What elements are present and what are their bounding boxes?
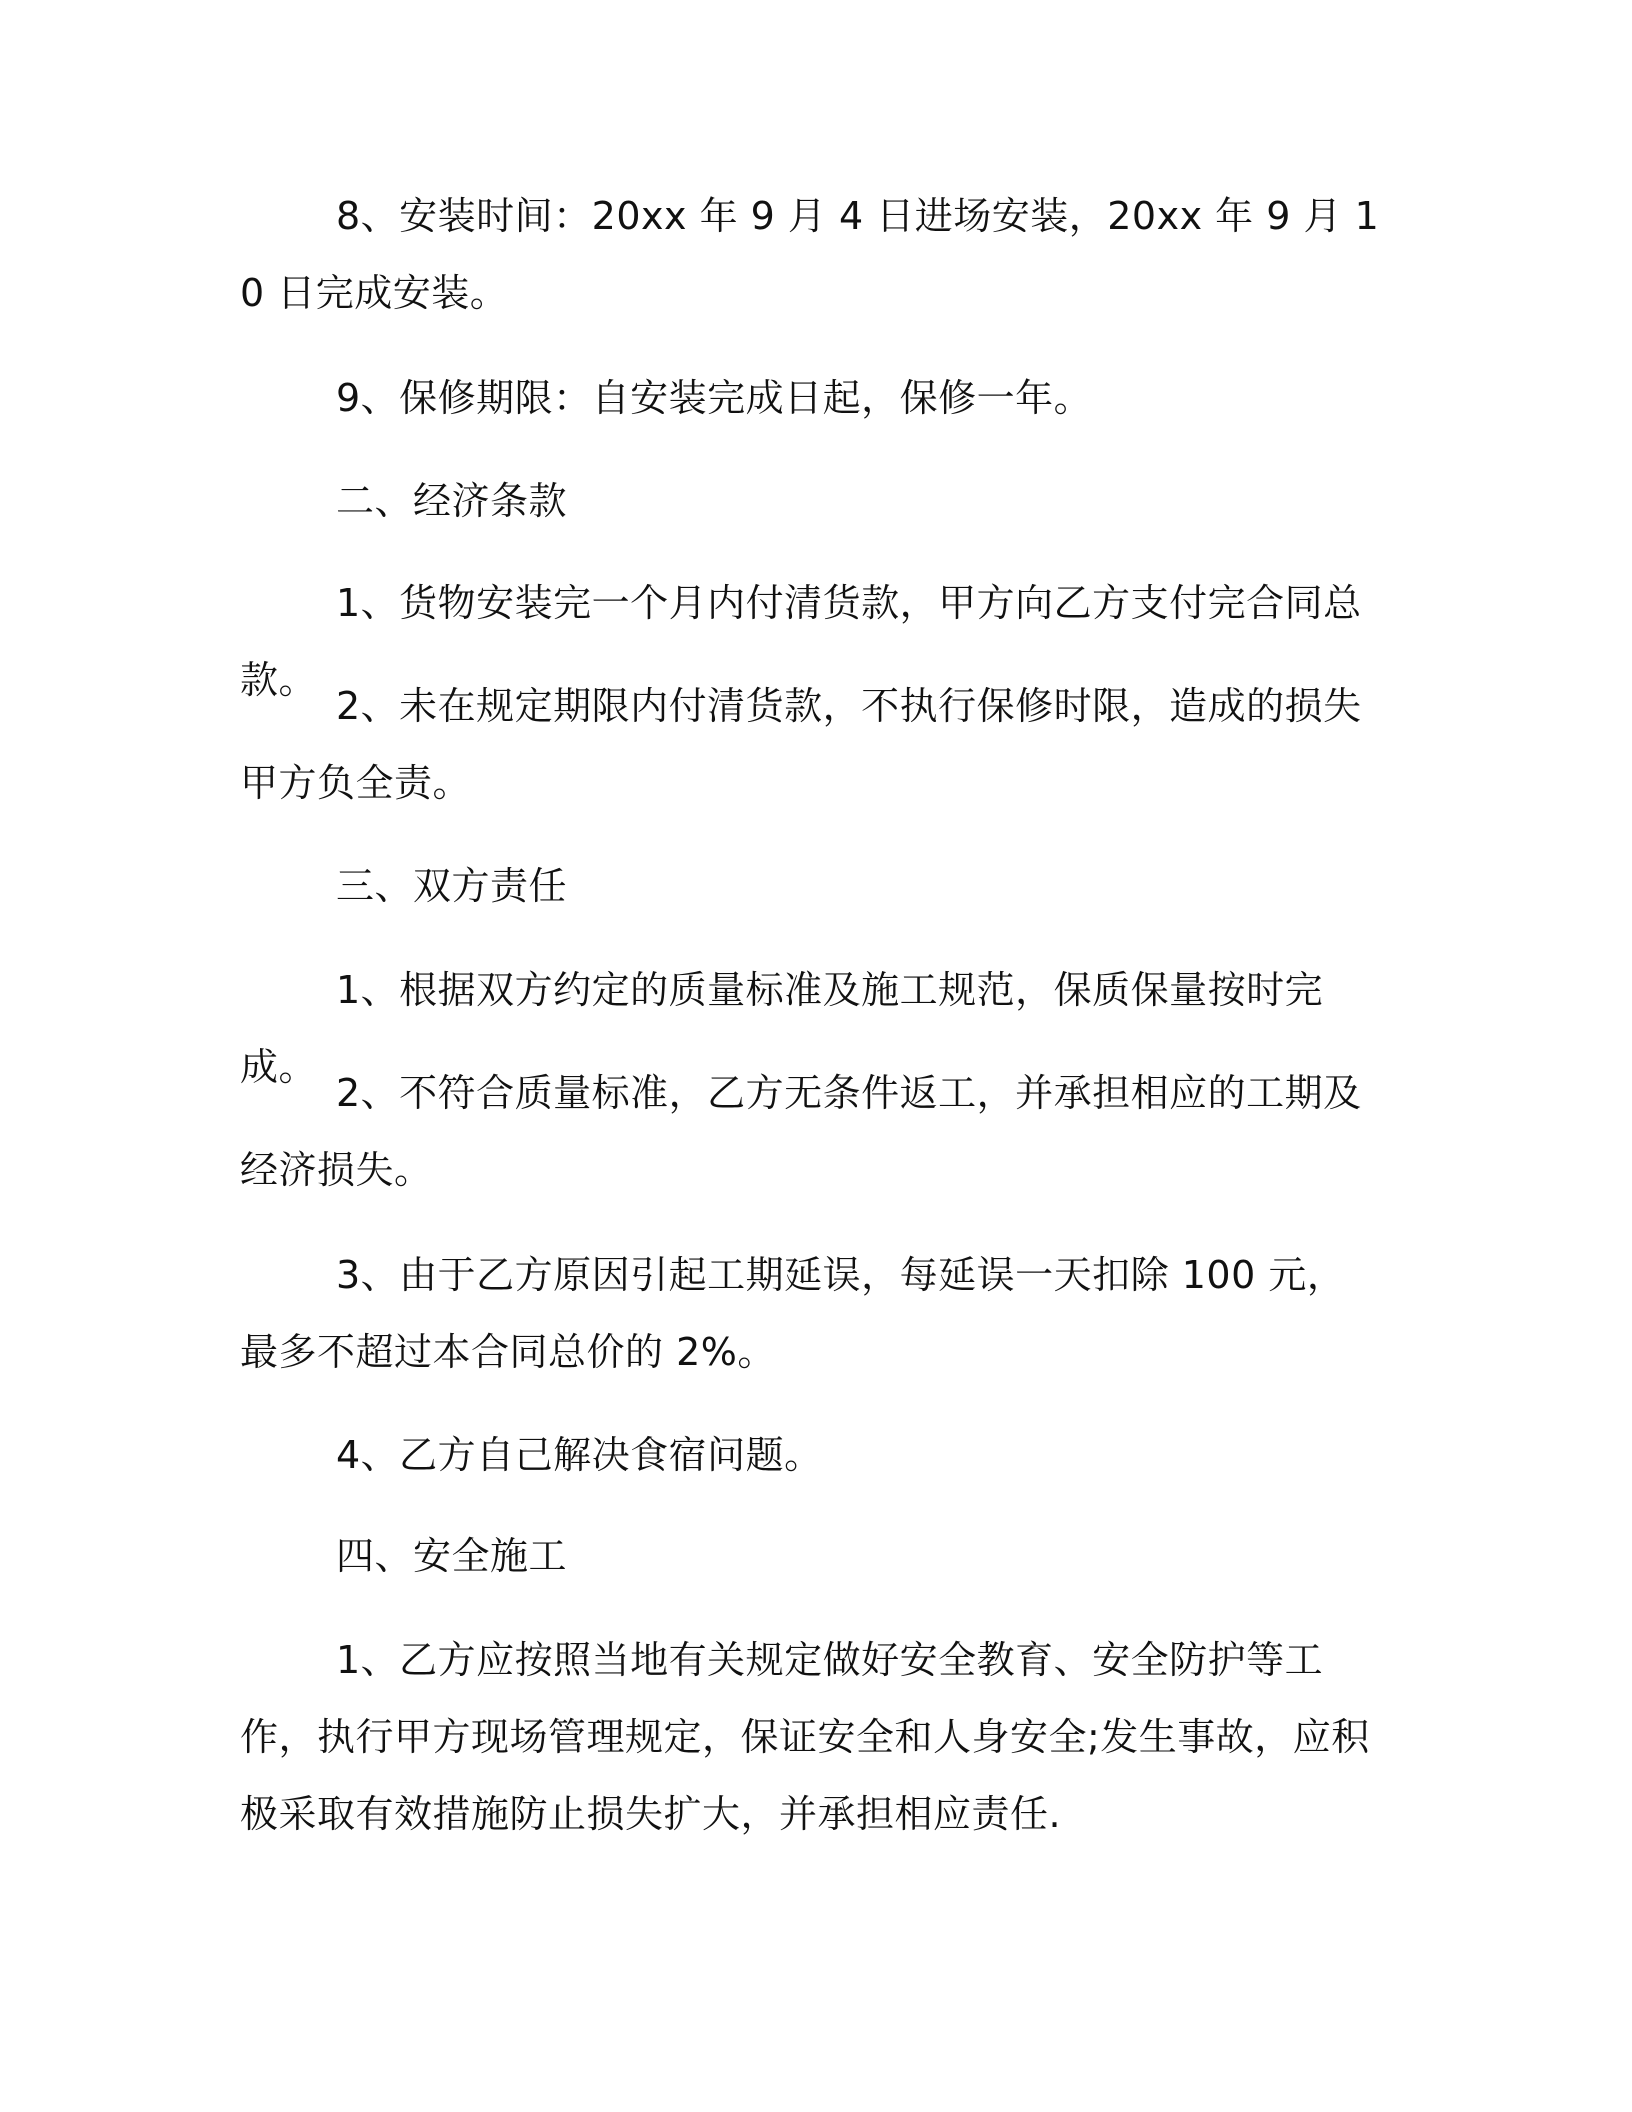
paragraph-rework: 2、不符合质量标准，乙方无条件返工，并承担相应的工期及经济损失。	[240, 1071, 1362, 1192]
heading-safe-construction: 四、安全施工	[336, 1534, 568, 1578]
paragraph-installation-time: 8、安装时间：20xx 年 9 月 4 日进场安装，20xx 年 9 月 10 日完成安装。	[240, 194, 1380, 315]
paragraph-warranty-period: 9、保修期限：自安装完成日起，保修一年。	[336, 376, 1093, 420]
heading-responsibilities: 三、双方责任	[336, 864, 568, 908]
paragraph-quality-standard: 1、根据双方约定的质量标准及施工规范，保质保量按时完成。	[240, 968, 1324, 1089]
paragraph-accommodation: 4、乙方自己解决食宿问题。	[336, 1433, 823, 1477]
paragraph-payment-term: 1、货物安装完一个月内付清货款，甲方向乙方支付完合同总款。	[240, 581, 1362, 702]
heading-economic-terms: 二、经济条款	[336, 479, 568, 523]
paragraph-delay-penalty: 3、由于乙方原因引起工期延误，每延误一天扣除 100 元，最多不超过本合同总价的 2%。	[240, 1253, 1346, 1374]
paragraph-late-payment: 2、未在规定期限内付清货款，不执行保修时限，造成的损失甲方负全责。	[240, 684, 1362, 805]
paragraph-safety-duties: 1、乙方应按照当地有关规定做好安全教育、安全防护等工作，执行甲方现场管理规定，保证安全和人身安全;发生事故，应积极采取有效措施防止损失扩大，并承担相应责任.	[240, 1638, 1370, 1836]
